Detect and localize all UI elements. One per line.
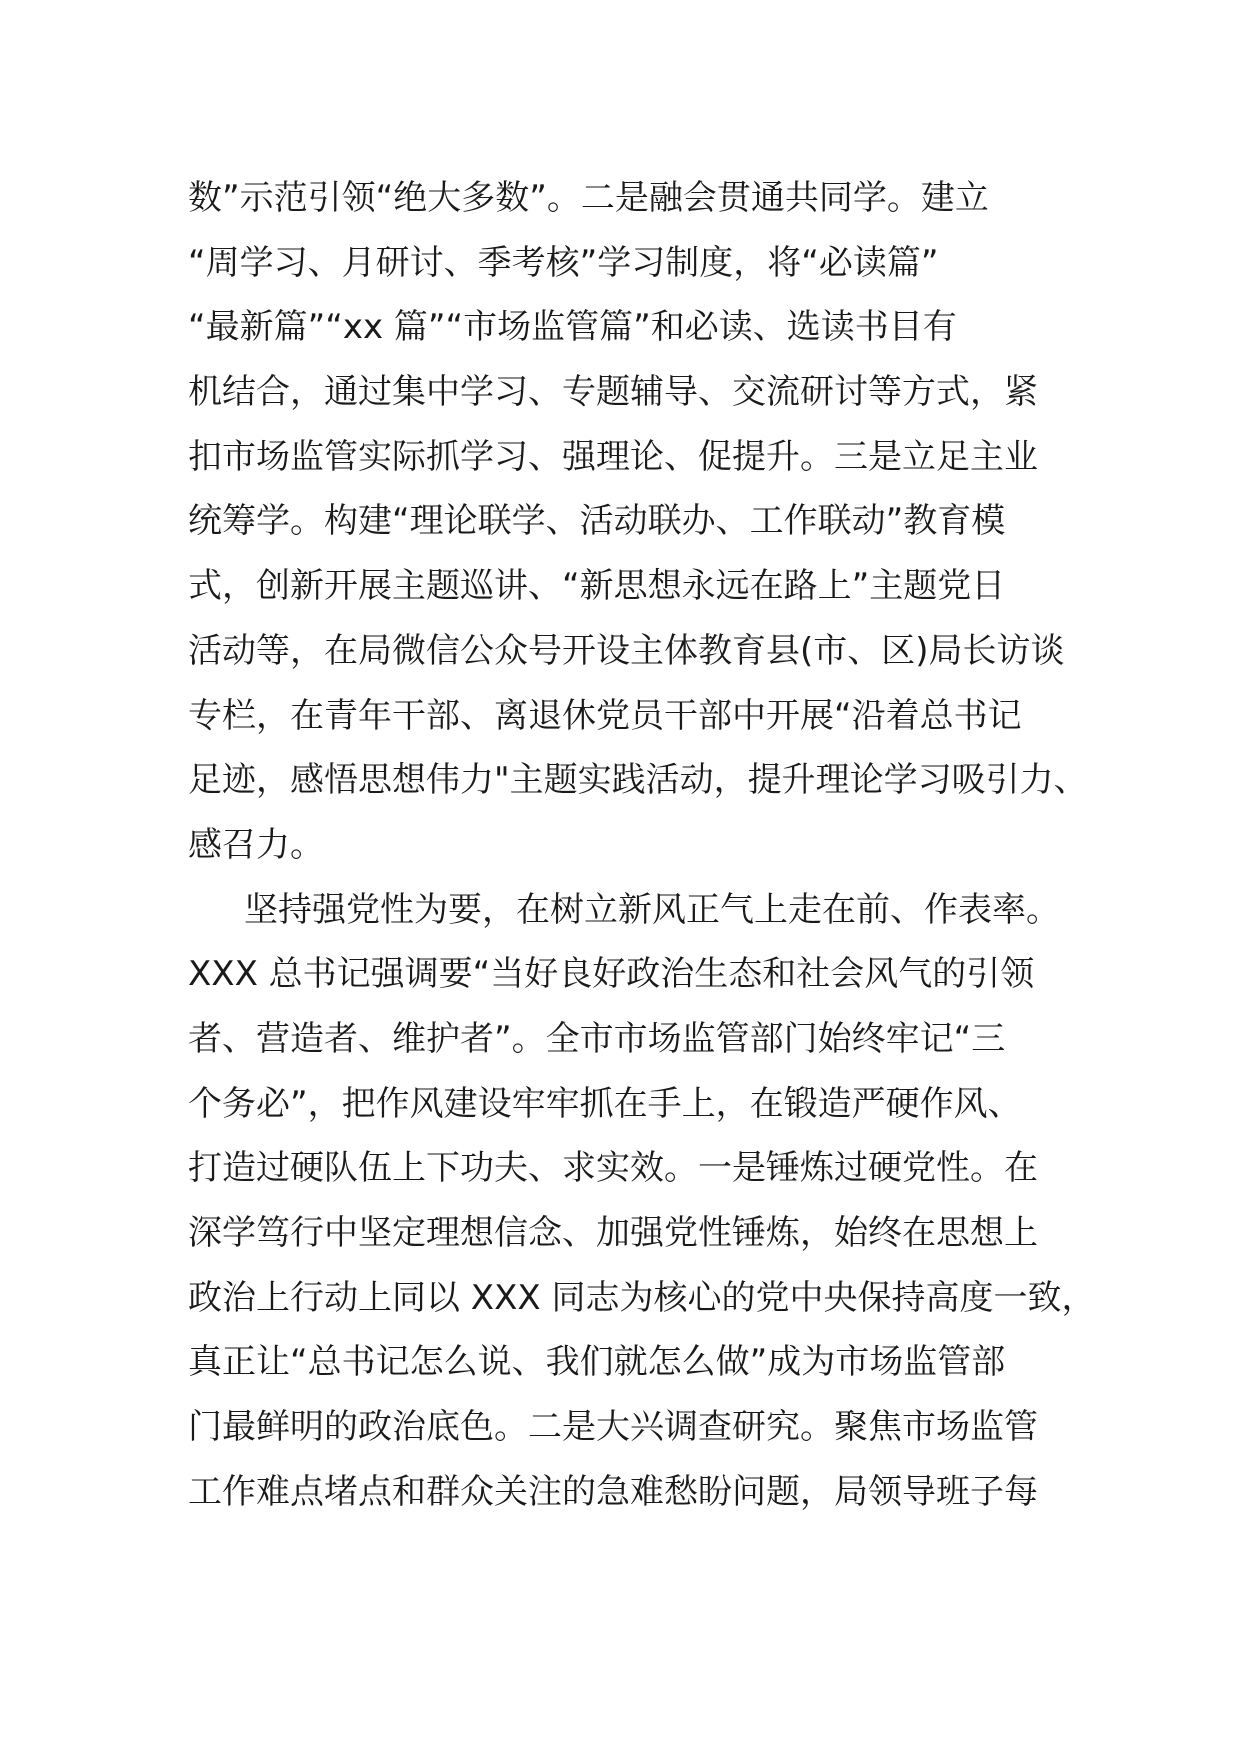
body-text (188, 166, 1096, 1524)
text-line: 专栏，在青年干部、离退休党员干部中开展“沿着总书记 (188, 695, 1022, 736)
text-line: 工作难点堵点和群众关注的急难愁盼问题，局领导班子每 (188, 1471, 1038, 1512)
text-line: 机结合，通过集中学习、专题辅导、交流研讨等方式，紧 (188, 372, 1038, 413)
text-line: 打造过硬队伍上下功夫、求实效。一是锤炼过硬党性。在 (188, 1148, 1038, 1189)
text-line: 数”示范引领“绝大多数”。二是融会贯通共同学。建立 (188, 178, 989, 218)
text-line: 足迹，感悟思想伟力"主题实践活动，提升理论学习吸引力、 (188, 760, 1088, 801)
text-line: 真正让“总书记怎么说、我们就怎么做”成为市场监管部 (188, 1342, 1006, 1383)
text-line: 个务必”，把作风建设牢牢抓在手上，在锻造严硬作风、 (188, 1083, 1022, 1124)
text-line: 门最鲜明的政治底色。二是大兴调查研究。聚焦市场监管 (188, 1407, 1038, 1448)
text-line: 统筹学。构建“理论联学、活动联办、工作联动”教育模 (188, 501, 1006, 542)
text-line: “周学习、月研讨、季考核”学习制度，将“必读篇” (188, 242, 939, 283)
text-line: 坚持强党性为要，在树立新风正气上走在前、作表率。 (244, 889, 1060, 930)
text-line: XXX 总书记强调要“当好良好政治生态和社会风气的引领 (188, 954, 1035, 995)
text-line: 者、营造者、维护者”。全市市场监管部门始终牢记“三 (188, 1018, 1006, 1059)
text-line: 活动等，在局微信公众号开设主体教育县(市、区)局长访谈 (188, 630, 1065, 671)
paragraph-2 (188, 878, 1096, 1525)
text-line: 政治上行动上同以 XXX 同志为核心的党中央保持高度一致， (188, 1277, 1096, 1318)
text-line: 深学笃行中坚定理想信念、加强党性锤炼，始终在思想上 (188, 1213, 1038, 1253)
paragraph-1 (188, 166, 1088, 878)
text-line: 式，创新开展主题巡讲、“新思想永远在路上”主题党日 (188, 566, 1006, 607)
text-line: 感召力。 (188, 824, 324, 865)
text-line: 扣市场监管实际抓学习、强理论、促提升。三是立足主业 (188, 436, 1038, 477)
text-line: “最新篇”“xx 篇”“市场监管篇”和必读、选读书目有 (188, 307, 957, 348)
